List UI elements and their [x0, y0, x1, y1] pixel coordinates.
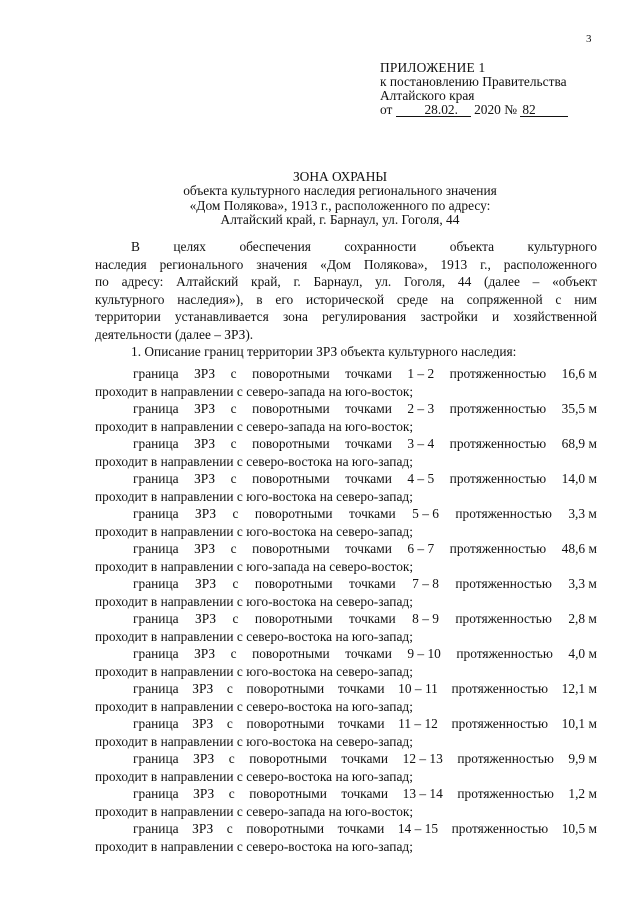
- appendix-date: 28.02.: [424, 102, 458, 117]
- border-item: [95, 820, 597, 855]
- border-item-line-1: [95, 610, 597, 628]
- border-word: протяженностью: [449, 366, 547, 381]
- border-word: точками: [349, 506, 396, 521]
- border-points: 7 – 8: [412, 576, 439, 591]
- border-word: ЗРЗ: [194, 541, 216, 556]
- border-direction: проходит в направлении с юго-востока на северо-запад;: [95, 733, 413, 749]
- border-word: с: [228, 751, 235, 766]
- border-direction: проходит в направлении с северо-востока на юго-запад;: [95, 453, 413, 469]
- border-word: ЗРЗ: [193, 751, 215, 766]
- border-direction: проходит в направлении с северо-востока на юго-запад;: [95, 838, 413, 854]
- border-word: с: [232, 506, 239, 521]
- border-word: граница: [133, 821, 179, 836]
- border-word: точками: [345, 366, 392, 381]
- intro-line-2: наследия регионального значения «Дом Полякова», 1913 г., расположенного: [95, 256, 597, 272]
- border-word: с: [230, 646, 237, 661]
- border-item-line-1: [95, 680, 597, 698]
- appendix-block: [380, 61, 630, 117]
- border-item: [95, 645, 597, 680]
- intro-line-5: территории устанавливается зона регулирования застройки и хозяйственной: [95, 309, 597, 324]
- border-word: точками: [349, 611, 396, 626]
- border-item-line-1: [95, 470, 597, 488]
- border-word: поворотными: [246, 821, 325, 836]
- border-item: [95, 750, 597, 785]
- border-word: граница: [133, 506, 179, 521]
- appendix-title: ПРИЛОЖЕНИЕ 1: [380, 60, 486, 75]
- border-item: [95, 435, 597, 470]
- border-word: поворотными: [246, 716, 325, 731]
- border-item: [95, 505, 597, 540]
- border-word: ЗРЗ: [195, 506, 217, 521]
- border-list: [95, 365, 597, 855]
- border-points: 10 – 11: [398, 681, 438, 696]
- border-item: [95, 400, 597, 435]
- border-word: с: [226, 681, 233, 696]
- border-direction: проходит в направлении с северо-запада на юго-восток;: [95, 418, 414, 434]
- border-word: ЗРЗ: [192, 821, 214, 836]
- border-word: граница: [133, 611, 179, 626]
- border-item-line-1: [95, 785, 597, 803]
- border-item: [95, 365, 597, 400]
- appendix-region: Алтайского края: [380, 88, 475, 103]
- border-word: протяженностью: [455, 611, 552, 626]
- intro-line-4: культурного наследия»), в его исторической среде на сопряженной с ним: [95, 291, 597, 307]
- border-word: граница: [133, 716, 179, 731]
- border-word: поворотными: [249, 786, 327, 801]
- border-word: поворотными: [252, 471, 330, 486]
- appendix-resolution: к постановлению Правительства: [380, 74, 567, 89]
- border-word: точками: [337, 716, 385, 731]
- border-word: ЗРЗ: [194, 436, 216, 451]
- border-word: точками: [337, 821, 385, 836]
- border-direction: проходит в направлении с юго-запада на северо-восток;: [95, 558, 414, 574]
- intro-word: объекта: [449, 239, 495, 254]
- border-item: [95, 540, 597, 575]
- border-word: с: [226, 821, 233, 836]
- border-word: протяженностью: [456, 646, 553, 661]
- document-heading: [130, 170, 550, 227]
- border-points: 14 – 15: [397, 821, 439, 836]
- appendix-date-line: [380, 103, 630, 117]
- border-word: протяженностью: [449, 401, 547, 416]
- intro-line-3: по адресу: Алтайский край, г. Барнаул, ул. Гоголя, 44 (далее – «объект: [95, 274, 597, 289]
- border-word: граница: [133, 786, 179, 801]
- intro-line-1: [95, 238, 597, 256]
- border-direction: проходит в направлении с северо-запада на юго-восток;: [95, 383, 414, 399]
- border-word: протяженностью: [457, 786, 554, 801]
- border-word: точками: [345, 541, 392, 556]
- border-points: 4 – 5: [407, 471, 435, 486]
- intro-word: В: [131, 239, 140, 254]
- border-word: поворотными: [254, 506, 333, 521]
- border-item-line-1: [95, 575, 597, 593]
- border-word: с: [232, 611, 239, 626]
- border-points: 13 – 14: [402, 786, 443, 801]
- border-points: 11 – 12: [398, 716, 438, 731]
- intro-word: обеспечения: [239, 239, 311, 254]
- border-direction: проходит в направлении с северо-востока на юго-запад;: [95, 628, 413, 644]
- border-word: с: [230, 401, 237, 416]
- border-item: [95, 785, 597, 820]
- intro-line-6: деятельности (далее – ЗРЗ).: [95, 326, 254, 342]
- border-word: протяженностью: [449, 471, 547, 486]
- border-direction: проходит в направлении с юго-востока на северо-запад;: [95, 593, 413, 609]
- border-item-line-1: [95, 540, 597, 558]
- border-item-line-1: [95, 750, 597, 768]
- border-word: граница: [133, 751, 179, 766]
- border-word: поворотными: [254, 611, 333, 626]
- border-points: 12 – 13: [402, 751, 443, 766]
- heading-line-3: Алтайский край, г. Барнаул, ул. Гоголя, 44: [220, 211, 460, 227]
- border-word: граница: [133, 681, 179, 696]
- border-word: точками: [345, 401, 392, 416]
- border-word: точками: [337, 681, 385, 696]
- border-points: 1 – 2: [407, 366, 435, 381]
- border-length: 48,6 м: [561, 541, 597, 556]
- border-word: поворотными: [249, 751, 327, 766]
- border-word: ЗРЗ: [195, 576, 217, 591]
- border-direction: проходит в направлении с юго-востока на северо-запад;: [95, 663, 413, 679]
- border-word: поворотными: [252, 366, 330, 381]
- border-length: 4,0 м: [568, 646, 597, 661]
- border-word: с: [226, 716, 233, 731]
- border-word: граница: [133, 436, 179, 451]
- heading-line-1: объекта культурного наследия регионального значения: [183, 183, 497, 199]
- border-word: поворотными: [246, 681, 325, 696]
- border-word: поворотными: [252, 401, 330, 416]
- border-item-line-1: [95, 435, 597, 453]
- border-direction: проходит в направлении с юго-востока на северо-запад;: [95, 488, 413, 504]
- border-word: точками: [345, 646, 392, 661]
- border-word: поворотными: [252, 646, 330, 661]
- border-word: поворотными: [252, 436, 330, 451]
- border-length: 9,9 м: [568, 751, 597, 766]
- border-word: поворотными: [254, 576, 333, 591]
- border-points: 2 – 3: [407, 401, 435, 416]
- border-length: 3,3 м: [568, 576, 597, 591]
- border-item-line-1: [95, 400, 597, 418]
- border-word: точками: [341, 751, 389, 766]
- border-points: 3 – 4: [407, 436, 435, 451]
- border-word: протяженностью: [457, 751, 554, 766]
- border-word: ЗРЗ: [194, 471, 216, 486]
- border-word: ЗРЗ: [194, 366, 216, 381]
- appendix-number: 82: [520, 103, 568, 117]
- intro-word: сохранности: [344, 239, 417, 254]
- border-item-line-1: [95, 645, 597, 663]
- page-number: 3: [586, 33, 592, 45]
- border-word: протяженностью: [451, 716, 549, 731]
- border-points: 5 – 6: [412, 506, 439, 521]
- border-word: протяженностью: [449, 541, 547, 556]
- border-word: поворотными: [252, 541, 330, 556]
- border-word: граница: [133, 366, 179, 381]
- border-word: граница: [133, 471, 179, 486]
- border-word: граница: [133, 401, 179, 416]
- border-length: 10,1 м: [561, 716, 597, 731]
- border-word: с: [230, 436, 237, 451]
- border-direction: проходит в направлении с северо-запада на юго-восток;: [95, 803, 414, 819]
- border-word: с: [230, 366, 237, 381]
- border-item: [95, 610, 597, 645]
- border-word: протяженностью: [451, 821, 549, 836]
- border-item: [95, 470, 597, 505]
- border-length: 16,6 м: [561, 366, 597, 381]
- intro-text: [95, 238, 597, 343]
- border-word: протяженностью: [455, 506, 552, 521]
- border-length: 35,5 м: [561, 401, 597, 416]
- border-length: 2,8 м: [568, 611, 597, 626]
- border-word: точками: [345, 436, 392, 451]
- border-item: [95, 680, 597, 715]
- border-item: [95, 575, 597, 610]
- border-length: 1,2 м: [568, 786, 597, 801]
- border-word: с: [228, 786, 235, 801]
- border-word: ЗРЗ: [194, 646, 216, 661]
- border-length: 12,1 м: [561, 681, 597, 696]
- border-word: протяженностью: [455, 576, 552, 591]
- border-word: с: [230, 541, 237, 556]
- intro-word: целях: [173, 239, 207, 254]
- border-word: ЗРЗ: [195, 611, 217, 626]
- border-item-line-1: [95, 505, 597, 523]
- border-item-line-1: [95, 365, 597, 383]
- appendix-from-prefix: от: [380, 102, 393, 117]
- border-item: [95, 715, 597, 750]
- border-direction: проходит в направлении с северо-востока на юго-запад;: [95, 698, 413, 714]
- border-length: 10,5 м: [561, 821, 597, 836]
- border-points: 6 – 7: [407, 541, 435, 556]
- border-item-line-1: [95, 820, 597, 838]
- border-word: ЗРЗ: [194, 401, 216, 416]
- border-points: 9 – 10: [407, 646, 441, 661]
- border-word: точками: [341, 786, 389, 801]
- border-word: с: [230, 471, 237, 486]
- intro-word: культурного: [527, 239, 597, 254]
- border-word: ЗРЗ: [193, 786, 215, 801]
- border-item-line-1: [95, 715, 597, 733]
- heading-line-2: «Дом Полякова», 1913 г., расположенного по адресу:: [189, 197, 491, 213]
- section-1-title: 1. Описание границ территории ЗРЗ объекта культурного наследия:: [131, 344, 517, 359]
- border-word: точками: [345, 471, 392, 486]
- border-direction: проходит в направлении с юго-востока на северо-запад;: [95, 523, 413, 539]
- border-length: 14,0 м: [561, 471, 597, 486]
- border-word: с: [232, 576, 239, 591]
- border-word: граница: [133, 646, 179, 661]
- border-word: протяженностью: [451, 681, 549, 696]
- border-word: точками: [349, 576, 396, 591]
- intro-paragraph: [95, 238, 597, 361]
- heading-title: ЗОНА ОХРАНЫ: [292, 169, 388, 184]
- appendix-year: 2020 №: [474, 102, 517, 117]
- border-length: 3,3 м: [568, 506, 597, 521]
- border-word: ЗРЗ: [192, 681, 214, 696]
- border-word: протяженностью: [449, 436, 547, 451]
- border-direction: проходит в направлении с северо-востока на юго-запад;: [95, 768, 413, 784]
- border-word: граница: [133, 576, 179, 591]
- border-word: ЗРЗ: [192, 716, 214, 731]
- border-word: граница: [133, 541, 179, 556]
- border-points: 8 – 9: [412, 611, 439, 626]
- appendix-date-field: [396, 103, 471, 117]
- border-length: 68,9 м: [561, 436, 597, 451]
